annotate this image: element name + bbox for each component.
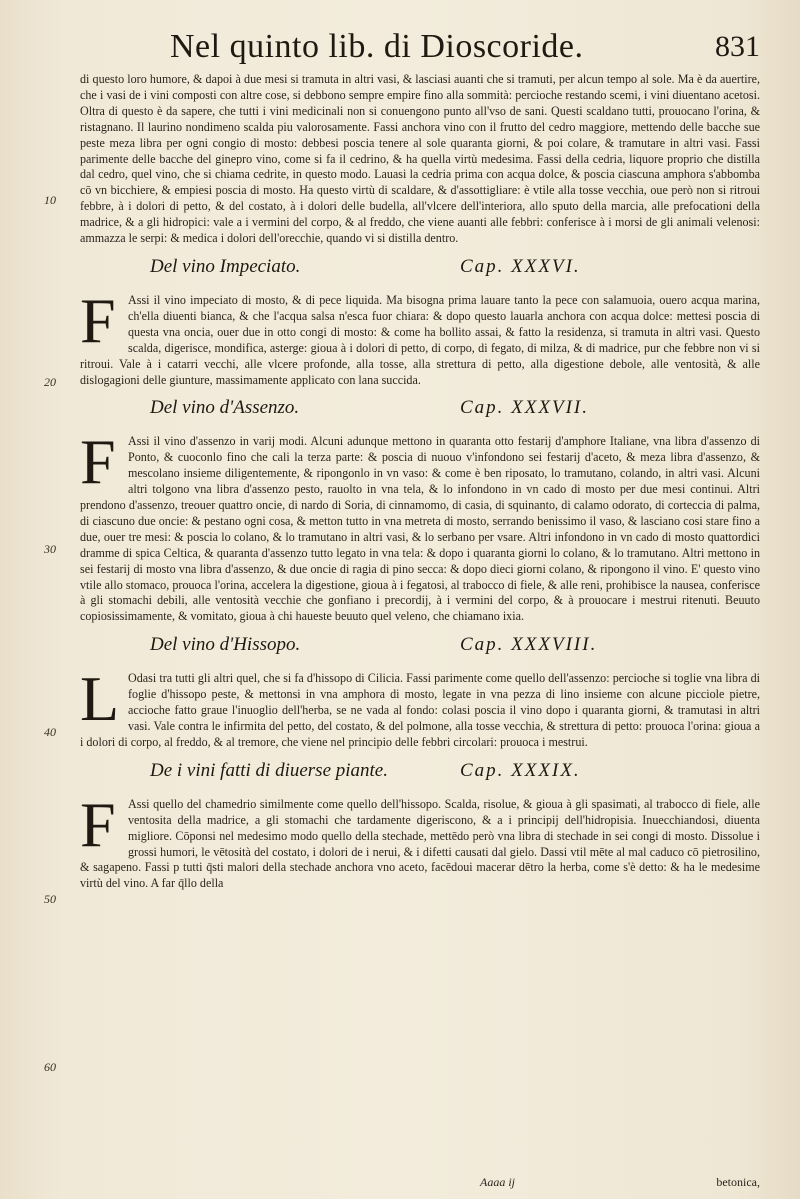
page-header xyxy=(150,28,770,74)
line-number: 40 xyxy=(44,725,56,739)
chapter-number: Cap. XXXVI. xyxy=(460,255,581,277)
opening-paragraph: di questo loro humore, & dapoi à due mesi si tramuta in altri vasi, & lasciasi auanti che si tramuti, per alcun tempo al sole. Ma è da auertire, che i vasi de i vini composti con altre cose, si debbono sempre empire fino alla sommità: percioche restando scemi, i vini diuentano acetosi. Oltra di questo è da sapere, che tutti i vini medicinali non si conuengono punto all'vso de sani. Questi scaldano tutti, prouocano l'orina, & ristagnano. Il laurino nondimeno scalda piu valorosamente. Fassi anchora vino con il frutto del cedro maggiore, mettendo delle bacche sue peste meza libra per ogni congio di mosto: debbesi poscia tenere al sole quaranta giorni, & poi colare, & tramutare in altri vasi. Fassi parimente delle bacche del ginepro vino, come si fa il cedrino, & ha quella virtù medesima. Fassi della cedria, liquore proprio che distilla dal cedro, quel vino, che si chiama cedrite, in questo modo. Lauasi la cedria prima con acqua dolce, & poscia ciascuna amphora s'abbomba cō vn bicchiere, & empiesi poscia di mosto. Ha questo virtù di scaldare, & d'assottigliare: è vtile alla tosse vecchia, oue però non si ritroui febbre, à i dolori di petto, & del costato, à i dolori delle budella, all'vlcere dell'interiora, allo sputo della marcia, alle prefocationi della madrice, & a gli hidropici: vale a i vermini del corpo, & al freddo, che viene auanti alle febbri: conferisce à i morsi de gli animali velenosi: ammazza le serpi: & medica i dolori dell'orecchie, quando vi si distilla dentro. xyxy=(80,72,760,246)
drop-capital: L xyxy=(80,663,120,735)
chapter-number: Cap. XXXIX. xyxy=(460,759,581,781)
chapter-heading xyxy=(80,396,760,428)
running-title: Nel quinto lib. di Dioscoride. xyxy=(170,28,584,65)
chapter-body xyxy=(80,663,760,751)
folio-number: 831 xyxy=(715,30,760,63)
chapter-heading xyxy=(80,255,760,287)
chapter-number: Cap. XXXVII. xyxy=(460,397,590,419)
chapter-text: Assi il vino d'assenzo in varij modi. Alcuni adunque mettono in quaranta otto festarij d'amphore Italiane, vna libra d'assenzo di Ponto, & cuoconlo fino che cali la terza parte: & poscia di nuouo v'infondono sei festarij d'aceto, & meza libra d'assenzo, & mescolano insieme diligentemente, & ripongonlo in vn vaso: & come è ben riposato, lo tramutano, colando, in altri vasi. Alcuni altri tolgono vna libra d'assenzo pesto, rauolto in vna tela, & lo infondono in vn cado di mosto per due mesi continui. Altri prendono d'assenzo, treouer quattro oncie, di nardo di Soria, di cinnamomo, di casia, di squinanto, di calamo odorato, di corteccia di palma, di ciascuno due oncie: & pestano ogni cosa, & metton tutto in vna metreta di mosto, serrando benissimo il vaso, & lasciano cosi stare fino a due, ouer tre mesi: & poscia lo colano, & lo tramutano in altri vasi, & lo serbano per vsare. Altri infondono in vn cado di mosto quattordici dramme di spica Celtica, & quaranta d'assenzo tutto legato in vna tela: & dopo i quaranta giorni lo colano, & lo tramutano. Altri mettono in sei festarij di mosto vna libra d'assenzo, & due oncie di ragia di pino secca: & dopo dieci giorni colano, & ripongono il vino. E' questo vino vtile allo stomaco, prouoca l'orina, accelera la digestione, gioua à i fegatosi, al trabocco di fiele, & alle reni, prohibisce la nausea, conferisce à gli stomachi debili, alle ventosità vecchie che gonfiano i precordij, à i vermini del corpo, & à prouocare i mestrui ritenuti. Beuuto copiosissimamente, & vomitato, gioua à chi haueste beuuto quel veleno, che chiamano ixia. xyxy=(80,434,760,624)
drop-capital: F xyxy=(80,788,116,860)
chapter-section xyxy=(80,759,760,892)
chapter-heading xyxy=(80,633,760,665)
line-number: 30 xyxy=(44,542,56,556)
chapter-text: Assi il vino impeciato di mosto, & di pece liquida. Ma bisogna prima lauare tanto la pece con salamuoia, ouero acqua marina, ch'ella diuenti bianca, & che l'acqua salsa n'esca fuor chiara: & dopo questo lauarla anchora con acqua dolce: mettesi poscia di questa vna oncia, ouer due in otto congi di mosto: & come ha bollito assai, & fatto la residenza, si tramuta in altri vasi. Questo scalda, digerisce, mondifica, asterge: gioua à i dolori di petto, di corpo, di fegato, di milza, & di madrice, pur che febbre non vi si ritroui. Vale à i catarri vecchi, alle vlcere profonde, alla tosse, alla strettura di petto, alla digestione debole, alle ventosità, & alle dislogagioni delle giunture, massimamente applicato con lana succida. xyxy=(80,292,760,387)
chapter-body xyxy=(80,284,760,388)
main-text xyxy=(80,72,760,892)
chapter-heading xyxy=(80,759,760,791)
chapter-section xyxy=(80,255,760,388)
chapter-text: Assi quello del chamedrio similmente come quello dell'hissopo. Scalda, risolue, & gioua à gli spasimati, al trabocco di fiele, alle ventosita della madrice, a gli stomachi che tardamente digeriscono, & a i principij dell'hidropisia. Inuecchiandosi, diuenta migliore. Cōponsi nel medesimo modo quello della stechade, mettēdo però vna libra di stechade in sei congi di mosto. Dissolue i grossi humori, le vētosità del costato, i dolori de i nerui, & i difetti causati dal gielo. Dassi vtil mēte al mal caduco cō pietrosilino, & sagapeno. Fassi p tutti q̄sti malori della stechade anchora vno aceto, facēdoui macerar dētro la herba, come s'è detto: & ha le medesime virtù del vino. A far q̄llo della xyxy=(80,796,760,891)
chapter-title: De i vini fatti di diuerse piante. xyxy=(150,759,388,781)
line-number: 50 xyxy=(44,892,56,906)
chapter-section xyxy=(80,633,760,751)
chapter-title: Del vino d'Assenzo. xyxy=(150,397,300,419)
signature-mark: Aaaa ij xyxy=(480,1175,515,1189)
chapter-number: Cap. XXXVIII. xyxy=(460,634,598,656)
chapter-text: Odasi tra tutti gli altri quel, che si fa d'hissopo di Cilicia. Fassi parimente come quello dell'assenzo: percioche si toglie vna libra di foglie d'hissopo peste, & mettonsi in vna amphora di mosto, legate in vna pezza di lino insieme con alcune picciole pietre, accioche fatto graue l'inuoglio dell'herba, se ne vada al fondo: colasi poscia il vino dopo i quaranta giorni, & tramutasi in altri vasi. Vale contra le infirmita del petto, del costato, & del polmone, alla tosse vecchia, & strettura di petto: prouoca l'orina: gioua a i dolori di corpo, al freddo, & al tremore, che viene nel principio delle febbri circolari: prouoca i mestrui. xyxy=(80,671,760,749)
chapter-title: Del vino Impeciato. xyxy=(150,255,301,277)
drop-capital: F xyxy=(80,284,116,356)
chapter-body xyxy=(80,788,760,892)
line-number: 10 xyxy=(44,193,56,207)
page-footer xyxy=(80,1175,760,1195)
chapter-body xyxy=(80,426,760,625)
chapter-title: Del vino d'Hissopo. xyxy=(150,634,301,656)
catchword: betonica, xyxy=(716,1175,760,1189)
line-number: 20 xyxy=(44,375,56,389)
chapter-section xyxy=(80,396,760,625)
drop-capital: F xyxy=(80,426,116,498)
line-number: 60 xyxy=(44,1060,56,1074)
